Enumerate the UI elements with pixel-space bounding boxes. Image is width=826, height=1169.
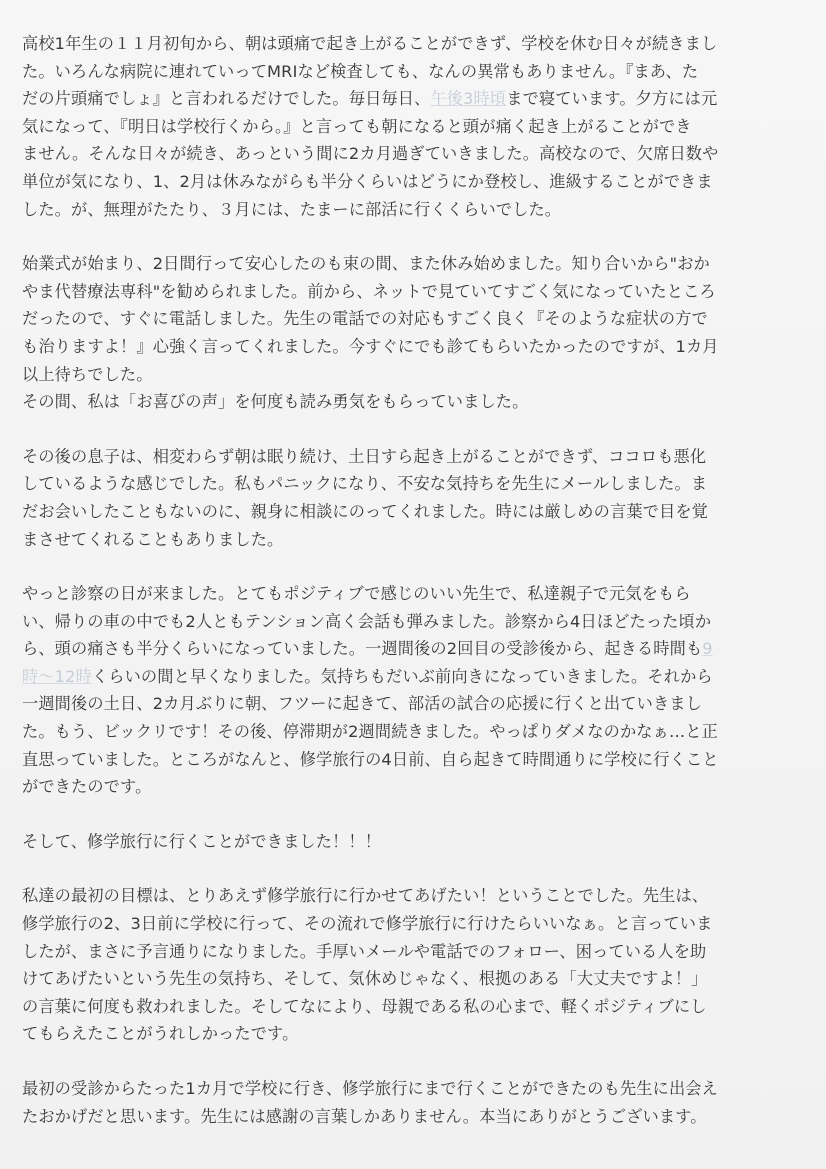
text-line [22,773,804,801]
text-segment: 一週間後の土日、2カ月ぶりに朝、フツーに起きて、部活の試合の応援に行くと出ていきまし [22,694,702,714]
paragraph [22,30,804,223]
paragraph [22,580,804,801]
text-segment: しているような感じでした。私もパニックになり、不安な気持ちを先生にメールしました。ま [22,474,708,494]
text-line [22,690,804,718]
paragraph [22,882,804,1048]
text-segment: た。いろんな病院に連れていってMRIなど検査しても、なんの異常もありません。『まあ、た [22,61,699,81]
text-segment: やま代替療法専科"を勧められました。前から、ネットで見ていてすごく気になっていたところ [22,281,716,301]
time-link[interactable]: 時〜12時 [22,666,92,686]
text-line [22,85,804,113]
text-line [22,333,804,361]
text-segment: やっと診察の日が来ました。とてもポジティブで感じのいい先生で、私達親子で元気をもら [22,584,691,604]
text-line [22,30,804,58]
text-line [22,361,804,389]
text-line [22,635,804,663]
text-line [22,388,804,416]
text-segment: 気になって、『明日は学校行くから。』と言っても朝になると頭が痛く起き上がることができ [22,116,692,136]
text-segment: だの片頭痛でしょ』と言われるだけでした。毎日毎日、 [22,89,431,109]
text-line [22,718,804,746]
text-segment: 直思っていました。ところがなんと、修学旅行の4日前、自ら起きて時間通りに学校に行くこと [22,749,719,769]
text-segment: の言葉に何度も救われました。そしてなにより、母親である私の心まで、軽くポジティブにし [22,996,707,1016]
paragraph [22,1075,804,1130]
text-segment: したが、まさに予言通りになりました。手厚いメールや電話でのフォロー、困っている人を助 [22,941,707,961]
testimonial-text [22,30,804,1130]
text-line [22,140,804,168]
text-segment: した。が、無理がたたり、３月には、たまーに部活に行くくらいでした。 [22,199,562,219]
text-line [22,910,804,938]
text-line [22,113,804,141]
text-line [22,443,804,471]
text-line [22,993,804,1021]
text-segment: も治りますよ！』心強く言ってくれました。今すぐにでも診てもらいたかったのですが、1カ月 [22,336,719,356]
text-line [22,168,804,196]
time-link[interactable]: 午後3時頃 [430,89,507,109]
text-segment: 修学旅行の2、3日前に学校に行って、その流れで修学旅行に行けたらいいなぁ。と言っていま [22,914,713,934]
text-line [22,746,804,774]
text-line [22,663,804,691]
text-line [22,608,804,636]
text-line [22,882,804,910]
text-line [22,1020,804,1048]
text-line [22,278,804,306]
text-line [22,470,804,498]
text-segment: た。もう、ビックリです！その後、停滞期が2週間続きました。やっぱりダメなのかなぁ…と正 [22,722,718,742]
text-segment: だったので、すぐに電話しました。先生の電話での対応もすごく良く『そのような症状の方で [22,309,708,329]
text-segment: てもらえたことがうれしかったです。 [22,1024,299,1044]
text-segment: そして、修学旅行に行くことができました！！！ [22,831,382,851]
text-line [22,305,804,333]
text-segment: 始業式が始まり、2日間行って安心したのも束の間、また休み始めました。知り合いから"おか [22,254,710,274]
text-segment: まさせてくれることもありました。 [22,529,284,549]
text-line [22,828,804,856]
text-segment: ません。そんな日々が続き、あっという間に2カ月過ぎていきました。高校なので、欠席日数や [22,144,719,164]
text-segment: その後の息子は、相変わらず朝は眠り続け、土日すら起き上がることができず、ココロも悪化 [22,446,707,466]
paragraph [22,828,804,856]
text-segment: たおかげだと思います。先生には感謝の言葉しかありません。本当にありがとうございます。 [22,1106,707,1126]
text-segment: くらいの間と早くなりました。気持ちもだいぶ前向きになっていきました。それから [91,666,713,686]
text-segment: まで寝ています。夕方には元 [506,89,718,109]
paragraph [22,250,804,416]
text-segment: 単位が気になり、1、2月は休みながらも半分くらいはどうにか登校し、進級することができま [22,171,713,191]
time-link[interactable]: 9 [702,639,713,659]
paragraph [22,443,804,553]
text-line [22,1075,804,1103]
text-line [22,526,804,554]
text-line [22,58,804,86]
text-segment: けてあげたいという先生の気持ち、そして、気休めじゃなく、根拠のある「大丈夫ですよ！」 [22,969,708,989]
text-segment: だお会いしたこともないのに、親身に相談にのってくれました。時には厳しめの言葉で目を覚 [22,501,709,521]
text-segment: その間、私は「お喜びの声」を何度も読み勇気をもらっていました。 [22,392,529,412]
text-segment: 私達の最初の目標は、とりあえず修学旅行に行かせてあげたい！ということでした。先生は、 [22,886,709,906]
text-segment: ら、頭の痛さも半分くらいになっていました。一週間後の2回目の受診後から、起きる時間も [22,639,703,659]
text-segment: ができたのです。 [22,777,152,797]
text-line [22,196,804,224]
text-segment: い、帰りの車の中でも2人ともテンション高く会話も弾みました。診察から4日ほどたった頃か [22,611,712,631]
text-segment: 高校1年生の１１月初旬から、朝は頭痛で起き上がることができず、学校を休む日々が続きまし [22,34,718,53]
text-line [22,965,804,993]
text-segment: 最初の受診からたった1カ月で学校に行き、修学旅行にまで行くことができたのも先生に出会え [22,1079,718,1098]
text-line [22,250,804,278]
text-line [22,1103,804,1131]
text-line [22,580,804,608]
text-line [22,938,804,966]
text-segment: 以上待ちでした。 [22,364,153,384]
text-line [22,498,804,526]
